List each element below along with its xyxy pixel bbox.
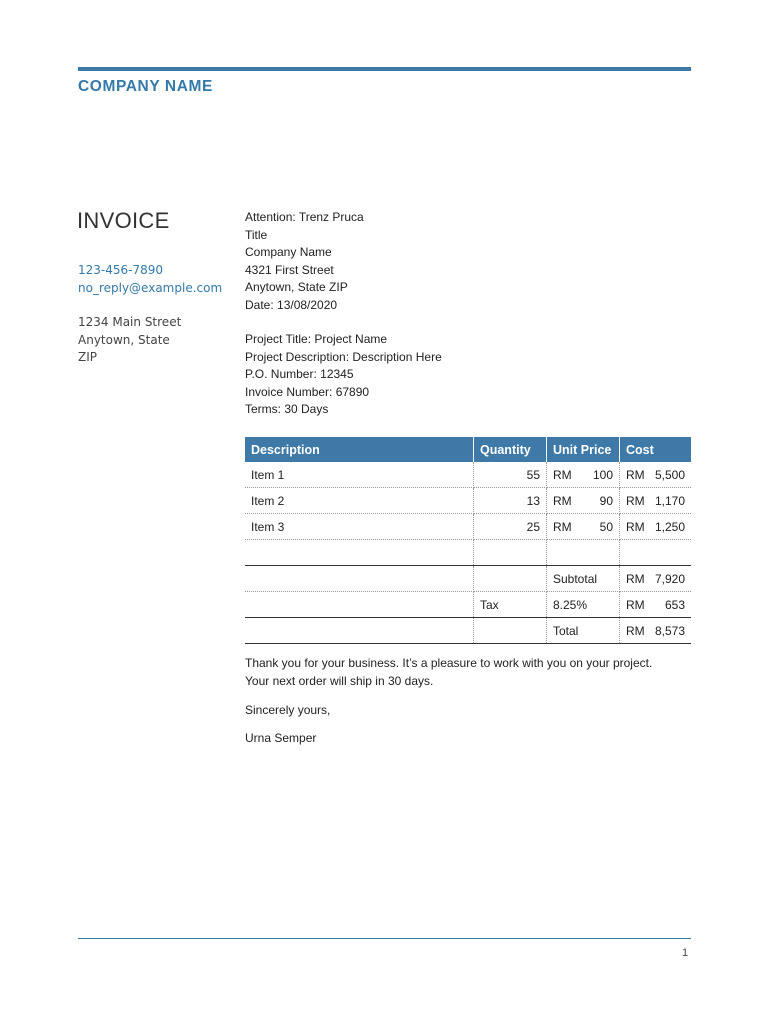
header-description: Description <box>245 437 474 462</box>
subtotal-label: Subtotal <box>547 566 620 592</box>
unit-price-value: 100 <box>592 467 613 482</box>
tax-label: Tax <box>474 592 547 618</box>
signer-name: Urna Semper <box>245 731 317 745</box>
closing: Sincerely yours, <box>245 703 331 717</box>
top-rule <box>78 67 691 71</box>
subtotal-amount <box>620 566 692 592</box>
invoice-number: Invoice Number: 67890 <box>245 384 370 399</box>
item-cost <box>620 462 692 488</box>
recipient-title: Title <box>245 227 268 242</box>
unit-price-value: 90 <box>599 493 613 508</box>
item-unit-price <box>547 488 620 514</box>
item-description: Item 3 <box>245 514 474 540</box>
table-row <box>245 462 691 488</box>
thank-you-line: Your next order will ship in 30 days. <box>245 673 434 688</box>
item-description: Item 2 <box>245 488 474 514</box>
total-label: Total <box>547 618 620 644</box>
bottom-rule <box>78 938 691 939</box>
subtotal-value: 7,920 <box>654 571 685 586</box>
table-header-row <box>245 437 691 462</box>
tax-rate: 8.25% <box>547 592 620 618</box>
thank-you-line: Thank you for your business. It’s a pleasure to work with you on your project. <box>245 656 653 670</box>
project-block <box>245 331 442 419</box>
invoice-table <box>245 437 691 644</box>
empty-row <box>245 540 691 566</box>
total-amount <box>620 618 692 644</box>
currency: RM <box>553 519 572 534</box>
sender-address-line: Anytown, State <box>78 332 170 347</box>
table-row <box>245 514 691 540</box>
recipient-street: 4321 First Street <box>245 262 334 277</box>
project-description: Project Description: Description Here <box>245 349 442 364</box>
cost-value: 5,500 <box>654 467 685 482</box>
terms: Terms: 30 Days <box>245 402 329 416</box>
sender-address-line: 1234 Main Street <box>78 315 182 329</box>
item-quantity: 13 <box>474 488 547 514</box>
total-row <box>245 618 691 644</box>
currency: RM <box>626 571 645 586</box>
sender-address <box>78 314 181 367</box>
item-quantity: 25 <box>474 514 547 540</box>
item-unit-price <box>547 462 620 488</box>
currency: RM <box>626 467 645 482</box>
sender-phone: 123-456-7890 <box>78 263 164 277</box>
currency: RM <box>553 467 572 482</box>
tax-row <box>245 592 691 618</box>
recipient-company: Company Name <box>245 245 332 259</box>
currency: RM <box>626 623 645 638</box>
company-name: COMPANY NAME <box>78 78 213 95</box>
subtotal-row <box>245 566 691 592</box>
thank-you-message <box>245 655 652 690</box>
currency: RM <box>553 493 572 508</box>
item-unit-price <box>547 514 620 540</box>
cost-value: 1,170 <box>654 493 685 508</box>
recipient-attention: Attention: Trenz Pruca <box>245 210 364 224</box>
page-number: 1 <box>682 947 689 959</box>
currency: RM <box>626 519 645 534</box>
tax-amount <box>620 592 692 618</box>
item-cost <box>620 488 692 514</box>
sender-address-line: ZIP <box>78 350 97 364</box>
project-title: Project Title: Project Name <box>245 332 388 346</box>
total-value: 8,573 <box>654 623 685 638</box>
header-quantity: Quantity <box>474 437 547 462</box>
cost-value: 1,250 <box>654 519 685 534</box>
recipient-city: Anytown, State ZIP <box>245 280 348 294</box>
sender-contact <box>78 262 222 297</box>
item-quantity: 55 <box>474 462 547 488</box>
tax-value: 653 <box>664 597 685 612</box>
item-cost <box>620 514 692 540</box>
currency: RM <box>626 597 645 612</box>
unit-price-value: 50 <box>599 519 613 534</box>
table-row <box>245 488 691 514</box>
header-unit-price: Unit Price <box>547 437 620 462</box>
invoice-date: Date: 13/08/2020 <box>245 297 338 312</box>
po-number: P.O. Number: 12345 <box>245 367 354 381</box>
header-cost: Cost <box>620 437 692 462</box>
item-description: Item 1 <box>245 462 474 488</box>
invoice-title: INVOICE <box>77 208 170 233</box>
currency: RM <box>626 493 645 508</box>
recipient-block <box>245 209 364 314</box>
sender-email: no_reply@example.com <box>78 280 223 295</box>
